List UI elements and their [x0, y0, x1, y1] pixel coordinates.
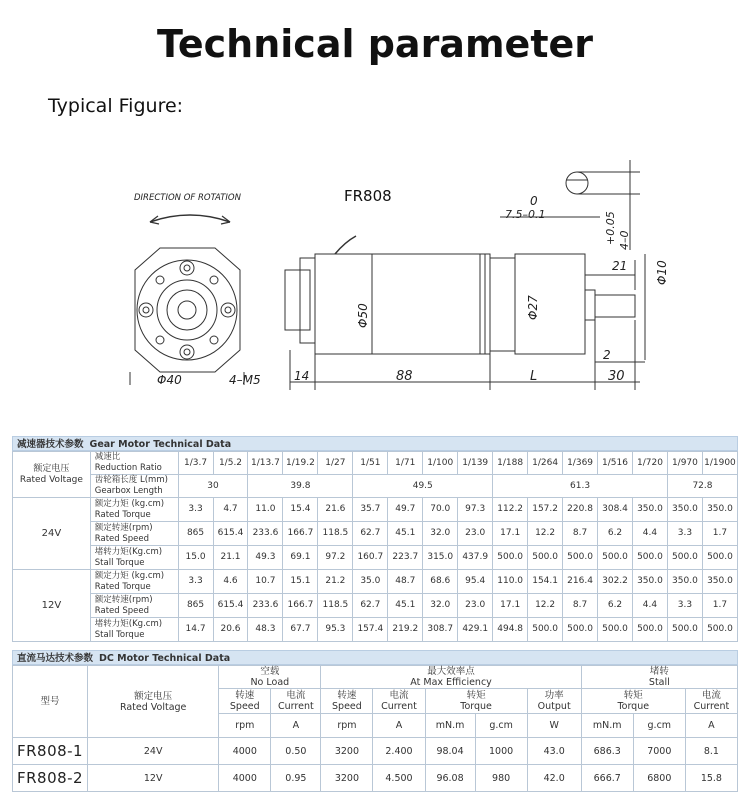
unit-cell: A: [373, 714, 425, 738]
value-cell: 308.7: [423, 618, 458, 642]
table-row: [13, 546, 738, 570]
value-cell: 4.4: [632, 522, 667, 546]
value-cell: 615.4: [213, 522, 248, 546]
ratio-cell: 1/51: [353, 452, 388, 475]
ratio-cell: 1/264: [528, 452, 563, 475]
value-cell: 166.7: [283, 522, 318, 546]
value-cell: 112.2: [493, 498, 528, 522]
value-cell: 350.0: [632, 498, 667, 522]
gear-motor-table: [12, 451, 738, 642]
value-cell: 500.0: [702, 618, 737, 642]
value-cell: 96.08: [425, 765, 475, 792]
value-cell: 8.7: [563, 522, 598, 546]
ratio-cell: 1/970: [667, 452, 702, 475]
dim-0: 0: [530, 194, 538, 208]
ratio-cell: 1/188: [493, 452, 528, 475]
value-cell: 166.7: [283, 594, 318, 618]
dim-4-0: 4–0: [618, 230, 631, 250]
ratio-cell: 1/19.2: [283, 452, 318, 475]
dim-d40: Φ40: [157, 373, 182, 387]
value-cell: 15.0: [178, 546, 213, 570]
value-cell: 615.4: [213, 594, 248, 618]
model-cell: FR808-1: [13, 738, 88, 765]
value-cell: 45.1: [388, 594, 423, 618]
value-cell: 62.7: [353, 522, 388, 546]
current-header: 电流 Current: [685, 689, 737, 714]
value-cell: 15.1: [283, 570, 318, 594]
ratio-cell: 1/5.2: [213, 452, 248, 475]
value-cell: 98.04: [425, 738, 475, 765]
dim-d50: Φ50: [356, 303, 370, 328]
value-cell: 223.7: [388, 546, 423, 570]
voltage-cell: 24V: [13, 498, 91, 570]
row-label: 额定转速(rpm) Rated Speed: [90, 594, 178, 618]
model-label: FR808: [344, 187, 392, 205]
value-cell: 3.3: [178, 498, 213, 522]
value-cell: 315.0: [423, 546, 458, 570]
rotation-arrow-icon: [150, 215, 230, 222]
row-label: 额定力矩 (kg.cm) Rated Torque: [90, 570, 178, 594]
value-cell: 233.6: [248, 594, 283, 618]
ratio-cell: 1/139: [458, 452, 493, 475]
table-row: [13, 618, 738, 642]
ratio-cell: 1/3.7: [178, 452, 213, 475]
value-cell: 160.7: [353, 546, 388, 570]
value-cell: 500.0: [598, 546, 633, 570]
value-cell: 69.1: [283, 546, 318, 570]
value-cell: 97.3: [458, 498, 493, 522]
no-load-header: 空载 No Load: [219, 666, 321, 689]
typical-figure-label: Typical Figure:: [48, 95, 184, 117]
ratio-cell: 1/369: [563, 452, 598, 475]
row-label: 额定转速(rpm) Rated Speed: [90, 522, 178, 546]
length-cell: 30: [178, 475, 248, 498]
value-cell: 500.0: [632, 618, 667, 642]
value-cell: 219.2: [388, 618, 423, 642]
value-cell: 6.2: [598, 594, 633, 618]
value-cell: 302.2: [598, 570, 633, 594]
dim-0-05: +0.05: [604, 211, 617, 245]
value-cell: 62.7: [353, 594, 388, 618]
value-cell: 35.0: [353, 570, 388, 594]
value-cell: 437.9: [458, 546, 493, 570]
value-cell: 49.3: [248, 546, 283, 570]
value-cell: 308.4: [598, 498, 633, 522]
gear-header-en: Gear Motor Technical Data: [89, 439, 232, 450]
current-header: 电流 Current: [373, 689, 425, 714]
unit-cell: mN.m: [425, 714, 475, 738]
length-cell: 39.8: [248, 475, 353, 498]
value-cell: 45.1: [388, 522, 423, 546]
value-cell: 500.0: [667, 618, 702, 642]
value-cell: 2.400: [373, 738, 425, 765]
dim-2: 2: [603, 348, 611, 362]
length-header: 齿轮箱长度 L(mm) Gearbox Length: [90, 475, 178, 498]
voltage-cell: 24V: [88, 738, 219, 765]
value-cell: 43.0: [527, 738, 581, 765]
value-cell: 0.50: [271, 738, 321, 765]
unit-cell: g.cm: [475, 714, 527, 738]
value-cell: 8.1: [685, 738, 737, 765]
value-cell: 157.4: [353, 618, 388, 642]
ratio-cell: 1/720: [632, 452, 667, 475]
dim-88: 88: [396, 369, 413, 384]
value-cell: 4.7: [213, 498, 248, 522]
dim-L: L: [530, 369, 538, 384]
ratio-cell: 1/1900: [702, 452, 737, 475]
value-cell: 500.0: [563, 618, 598, 642]
value-cell: 4000: [219, 765, 271, 792]
ratio-cell: 1/13.7: [248, 452, 283, 475]
voltage-cell: 12V: [13, 570, 91, 642]
speed-header: 转速 Speed: [219, 689, 271, 714]
ratio-cell: 1/71: [388, 452, 423, 475]
value-cell: 15.8: [685, 765, 737, 792]
value-cell: 21.1: [213, 546, 248, 570]
value-cell: 666.7: [581, 765, 633, 792]
dim-14: 14: [294, 369, 310, 383]
unit-cell: g.cm: [633, 714, 685, 738]
value-cell: 686.3: [581, 738, 633, 765]
value-cell: 350.0: [667, 498, 702, 522]
value-cell: 216.4: [563, 570, 598, 594]
front-view: [130, 248, 244, 385]
value-cell: 500.0: [528, 618, 563, 642]
value-cell: 118.5: [318, 522, 353, 546]
value-cell: 3.3: [667, 594, 702, 618]
value-cell: 14.7: [178, 618, 213, 642]
value-cell: 8.7: [563, 594, 598, 618]
page-title: Technical parameter: [157, 22, 593, 66]
value-cell: 3.3: [667, 522, 702, 546]
value-cell: 4.4: [632, 594, 667, 618]
unit-cell: mN.m: [581, 714, 633, 738]
ratio-cell: 1/100: [423, 452, 458, 475]
max-efficiency-header: 最大效率点 At Max Efficiency: [321, 666, 581, 689]
value-cell: 980: [475, 765, 527, 792]
value-cell: 494.8: [493, 618, 528, 642]
length-cell: 49.5: [353, 475, 493, 498]
value-cell: 70.0: [423, 498, 458, 522]
ratio-header: 减速比 Reduction Ratio: [90, 452, 178, 475]
value-cell: 233.6: [248, 522, 283, 546]
value-cell: 48.7: [388, 570, 423, 594]
value-cell: 97.2: [318, 546, 353, 570]
value-cell: 500.0: [667, 546, 702, 570]
unit-cell: A: [685, 714, 737, 738]
table-row: [13, 522, 738, 546]
value-cell: 15.4: [283, 498, 318, 522]
dim-21: 21: [612, 259, 628, 273]
value-cell: 3200: [321, 765, 373, 792]
value-cell: 23.0: [458, 594, 493, 618]
dim-d10: Φ10: [655, 260, 669, 285]
length-cell: 72.8: [667, 475, 737, 498]
value-cell: 500.0: [528, 546, 563, 570]
value-cell: 10.7: [248, 570, 283, 594]
unit-cell: W: [527, 714, 581, 738]
value-cell: 21.6: [318, 498, 353, 522]
rotation-text: DIRECTION OF ROTATION: [134, 193, 241, 203]
rated-voltage-header: 额定电压 Rated Voltage: [88, 666, 219, 738]
dc-motor-table: [12, 665, 738, 792]
value-cell: 154.1: [528, 570, 563, 594]
value-cell: 1000: [475, 738, 527, 765]
value-cell: 23.0: [458, 522, 493, 546]
value-cell: 49.7: [388, 498, 423, 522]
value-cell: 6800: [633, 765, 685, 792]
value-cell: 3200: [321, 738, 373, 765]
gear-header-cn: 减速器技术参数: [17, 439, 84, 450]
output-header: 功率 Output: [527, 689, 581, 714]
value-cell: 350.0: [702, 570, 737, 594]
ratio-cell: 1/516: [598, 452, 633, 475]
dim-m5: 4–M5: [229, 373, 261, 387]
value-cell: 32.0: [423, 594, 458, 618]
value-cell: 1.7: [702, 594, 737, 618]
value-cell: 429.1: [458, 618, 493, 642]
value-cell: 4.6: [213, 570, 248, 594]
table-row: [13, 738, 738, 765]
torque-header: 转矩 Torque: [425, 689, 527, 714]
value-cell: 500.0: [493, 546, 528, 570]
value-cell: 220.8: [563, 498, 598, 522]
value-cell: 500.0: [632, 546, 667, 570]
gear-section-header: [12, 436, 738, 451]
value-cell: 48.3: [248, 618, 283, 642]
value-cell: 4.500: [373, 765, 425, 792]
dim-7-5: 7.5–0.1: [505, 208, 546, 221]
model-header: 型号: [13, 666, 88, 738]
value-cell: 110.0: [493, 570, 528, 594]
speed-header: 转速 Speed: [321, 689, 373, 714]
side-view: [285, 160, 645, 390]
value-cell: 350.0: [702, 498, 737, 522]
value-cell: 95.4: [458, 570, 493, 594]
dim-d27: Φ27: [526, 295, 540, 320]
row-label: 额定力矩 (kg.cm) Rated Torque: [90, 498, 178, 522]
dim-30: 30: [608, 369, 625, 384]
value-cell: 500.0: [563, 546, 598, 570]
value-cell: 350.0: [667, 570, 702, 594]
dc-section-header: [12, 650, 738, 665]
voltage-cell: 12V: [88, 765, 219, 792]
torque-header: 转矩 Torque: [581, 689, 685, 714]
table-row: [13, 594, 738, 618]
value-cell: 42.0: [527, 765, 581, 792]
value-cell: 1.7: [702, 522, 737, 546]
value-cell: 865: [178, 594, 213, 618]
value-cell: 11.0: [248, 498, 283, 522]
model-cell: FR808-2: [13, 765, 88, 792]
value-cell: 17.1: [493, 594, 528, 618]
unit-cell: rpm: [219, 714, 271, 738]
value-cell: 12.2: [528, 594, 563, 618]
stall-header: 堵转 Stall: [581, 666, 737, 689]
table-row: [13, 498, 738, 522]
dc-header-cn: 直流马达技术参数: [17, 653, 94, 664]
value-cell: 865: [178, 522, 213, 546]
value-cell: 0.95: [271, 765, 321, 792]
value-cell: 67.7: [283, 618, 318, 642]
value-cell: 118.5: [318, 594, 353, 618]
value-cell: 32.0: [423, 522, 458, 546]
value-cell: 12.2: [528, 522, 563, 546]
dc-header-en: DC Motor Technical Data: [99, 653, 231, 664]
ratio-cell: 1/27: [318, 452, 353, 475]
value-cell: 7000: [633, 738, 685, 765]
value-cell: 95.3: [318, 618, 353, 642]
value-cell: 350.0: [632, 570, 667, 594]
unit-cell: A: [271, 714, 321, 738]
row-label: 堵转力矩(Kg.cm) Stall Torque: [90, 618, 178, 642]
current-header: 电流 Current: [271, 689, 321, 714]
value-cell: 21.2: [318, 570, 353, 594]
value-cell: 6.2: [598, 522, 633, 546]
length-cell: 61.3: [493, 475, 668, 498]
voltage-header: 额定电压 Rated Voltage: [13, 452, 91, 498]
value-cell: 3.3: [178, 570, 213, 594]
value-cell: 4000: [219, 738, 271, 765]
row-label: 堵转力矩(Kg.cm) Stall Torque: [90, 546, 178, 570]
value-cell: 157.2: [528, 498, 563, 522]
table-row: [13, 570, 738, 594]
table-row: [13, 765, 738, 792]
unit-cell: rpm: [321, 714, 373, 738]
value-cell: 68.6: [423, 570, 458, 594]
value-cell: 500.0: [598, 618, 633, 642]
value-cell: 17.1: [493, 522, 528, 546]
value-cell: 500.0: [702, 546, 737, 570]
value-cell: 35.7: [353, 498, 388, 522]
value-cell: 20.6: [213, 618, 248, 642]
